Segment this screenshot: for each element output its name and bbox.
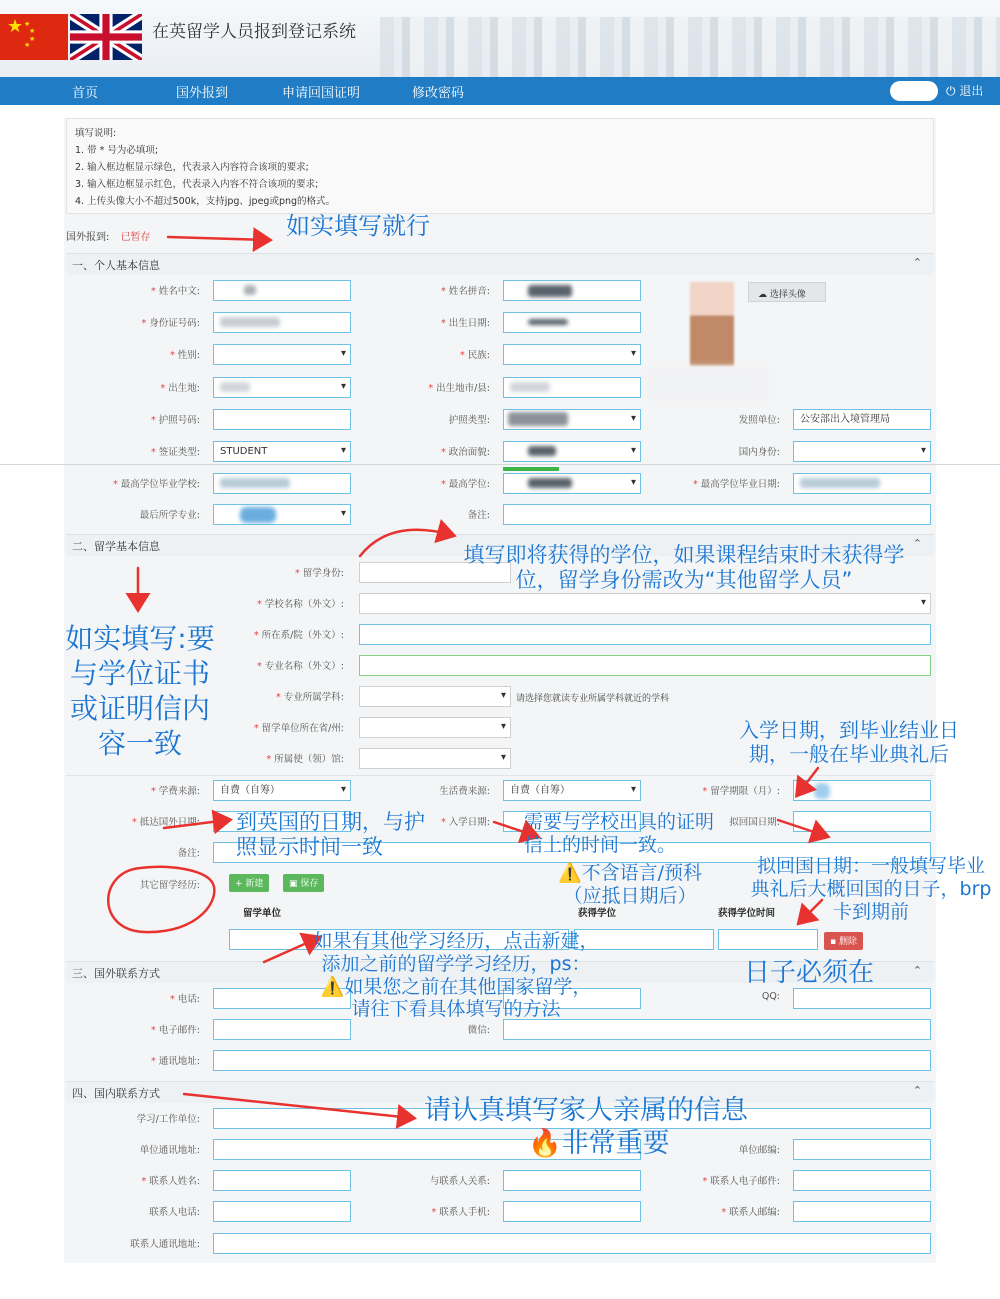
phone-label: * 电话: bbox=[170, 994, 200, 1005]
work-unit-label: 学习/工作单位: bbox=[136, 1114, 200, 1125]
contact-postcode-label: * 联系人邮编: bbox=[721, 1207, 780, 1218]
birthplace-label: * 出生地: bbox=[160, 383, 200, 394]
tuition-source-select[interactable]: 自费（自筹） ▾ bbox=[213, 780, 351, 801]
contact-address-input[interactable] bbox=[213, 1233, 931, 1254]
passport-no-label: * 护照号码: bbox=[151, 415, 200, 426]
nav-return-certificate[interactable]: 申请回国证明 bbox=[282, 86, 361, 101]
birth-date-input[interactable] bbox=[503, 312, 641, 333]
tuition-source-label: * 学费来源: bbox=[151, 786, 200, 797]
passport-type-select[interactable] bbox=[503, 409, 641, 430]
instruction-line: 2. 输入框边框显示绿色，代表录入内容符合该项的要求; bbox=[75, 162, 309, 173]
collapse-icon[interactable]: ⌃ bbox=[912, 964, 922, 977]
collapse-icon[interactable]: ⌃ bbox=[912, 256, 922, 269]
domestic-identity-select[interactable] bbox=[793, 441, 931, 462]
return-date-input[interactable] bbox=[793, 811, 931, 832]
birth-date-label: * 出生日期: bbox=[441, 318, 490, 329]
grad-school-input[interactable] bbox=[213, 473, 351, 494]
china-flag-icon: ★ ★ ★ ★ ★ bbox=[0, 14, 68, 60]
major-category-select[interactable] bbox=[359, 686, 511, 707]
annotation-consistent: 如实填写:要与学位证书或证明信内容一致 bbox=[65, 622, 215, 760]
visa-type-select[interactable]: STUDENT ▾ bbox=[213, 441, 351, 462]
table-header-degree-date: 获得学位时间 bbox=[718, 908, 776, 919]
issuer-label: 发照单位: bbox=[738, 415, 780, 426]
major-category-hint: 请选择您就读专业所属学科就近的学科 bbox=[516, 694, 670, 704]
city-skyline-banner bbox=[380, 17, 1000, 77]
study-identity-label: * 留学身份: bbox=[295, 568, 344, 579]
plus-icon: + bbox=[235, 879, 243, 889]
living-source-select[interactable]: 自费（自筹） ▾ bbox=[503, 780, 641, 801]
ethnicity-select[interactable] bbox=[503, 344, 641, 365]
contact-email-input[interactable] bbox=[793, 1170, 931, 1191]
study-period-label: * 留学期限（月）: bbox=[702, 786, 780, 797]
name-cn-input[interactable] bbox=[213, 280, 351, 301]
table-header-school: 留学单位 bbox=[243, 908, 282, 919]
unit-address-label: 单位通讯地址: bbox=[139, 1145, 200, 1156]
main-nav bbox=[0, 77, 1000, 105]
highest-degree-select[interactable] bbox=[503, 473, 641, 494]
political-label: * 政治面貌: bbox=[441, 447, 490, 458]
major-name-label: * 专业名称（外文）: bbox=[257, 661, 344, 672]
nav-change-password[interactable]: 修改密码 bbox=[412, 86, 465, 101]
upload-avatar-button[interactable]: ☁ 选择头像 bbox=[748, 282, 826, 302]
contact-address-label: 联系人通讯地址: bbox=[130, 1239, 200, 1250]
app-header bbox=[0, 0, 1000, 77]
contact-name-input[interactable] bbox=[213, 1170, 351, 1191]
contact-email-label: * 联系人电子邮件: bbox=[702, 1176, 780, 1187]
ethnicity-label: * 民族: bbox=[460, 350, 490, 361]
trash-icon: ▪ bbox=[830, 937, 837, 947]
instruction-line: 1. 带 * 号为必填项; bbox=[75, 145, 159, 156]
personal-remarks-input[interactable] bbox=[503, 504, 931, 525]
contact-mobile-label: * 联系人手机: bbox=[431, 1207, 490, 1218]
entry-date-label: * 入学日期: bbox=[441, 817, 490, 828]
school-name-label: * 学校名称（外文）: bbox=[257, 599, 344, 610]
other-experience-label: 其它留学经历: bbox=[139, 880, 200, 891]
annotation-must-be: 日子必须在 bbox=[744, 958, 875, 988]
contact-phone-input[interactable] bbox=[213, 1201, 351, 1222]
annotation-truthful: 如实填写就行 bbox=[286, 212, 430, 240]
valid-indicator bbox=[503, 467, 559, 471]
wechat-input[interactable] bbox=[503, 1019, 931, 1040]
save-experience-button[interactable]: ▣ 保存 bbox=[283, 874, 324, 892]
cloud-upload-icon: ☁ bbox=[758, 290, 767, 300]
address-input[interactable] bbox=[213, 1050, 931, 1071]
last-major-select[interactable] bbox=[213, 504, 351, 525]
contact-name-label: * 联系人姓名: bbox=[141, 1176, 200, 1187]
embassy-label: * 所属使（领）馆: bbox=[266, 754, 344, 765]
annotation-no-language: ⚠️不含语言/预科（应抵日期后） bbox=[557, 862, 703, 907]
department-input[interactable] bbox=[359, 624, 931, 645]
collapse-icon[interactable]: ⌃ bbox=[912, 1084, 922, 1097]
avatar-shadow bbox=[648, 366, 768, 402]
highest-degree-label: * 最高学位: bbox=[441, 479, 490, 490]
grad-date-label: * 最高学位毕业日期: bbox=[693, 479, 780, 490]
new-experience-button[interactable]: + 新建 bbox=[229, 874, 269, 892]
grad-date-input[interactable] bbox=[793, 473, 931, 494]
collapse-icon[interactable]: ⌃ bbox=[912, 537, 922, 550]
passport-type-label: 护照类型: bbox=[448, 415, 490, 426]
annotation-return-date: 拟回国日期：一般填写毕业典礼后大概回国的日子，brp卡到期前 bbox=[750, 855, 992, 923]
nav-home[interactable]: 首页 bbox=[72, 86, 99, 101]
grad-school-label: * 最高学位毕业学校: bbox=[113, 479, 200, 490]
embassy-select[interactable] bbox=[359, 748, 511, 769]
annotation-arrival: 到英国的日期，与护照显示时间一致 bbox=[236, 810, 425, 860]
power-icon: ⏻ bbox=[946, 84, 956, 98]
nav-overseas-report[interactable]: 国外报到 bbox=[176, 86, 229, 101]
contact-phone-label: 联系人电话: bbox=[149, 1207, 200, 1218]
section-foreign-contact-header[interactable]: 三、国外联系方式 ⌃ bbox=[66, 961, 934, 983]
logout-button[interactable]: ⏻ 退出 bbox=[946, 84, 984, 98]
user-avatar[interactable] bbox=[890, 81, 938, 101]
birthplace-select[interactable] bbox=[213, 377, 351, 398]
arrival-date-label: * 抵达国外日期: bbox=[132, 817, 200, 828]
living-source-label: 生活费来源: bbox=[439, 786, 490, 797]
personal-remarks-label: 备注: bbox=[467, 510, 490, 521]
email-input[interactable] bbox=[213, 1019, 351, 1040]
political-select[interactable] bbox=[503, 441, 641, 462]
birth-city-label: * 出生地市/县: bbox=[428, 383, 490, 394]
annotation-school-cert: 需要与学校出具的证明信上的时间一致。 bbox=[524, 811, 715, 856]
birth-city-input[interactable] bbox=[503, 377, 641, 398]
id-number-input[interactable] bbox=[213, 312, 351, 333]
unit-postcode-label: 单位邮编: bbox=[738, 1145, 780, 1156]
section-personal-header[interactable]: 一、个人基本信息 ⌃ bbox=[66, 253, 934, 275]
report-status: 国外报到: 已暂存 bbox=[66, 232, 151, 243]
uk-flag-icon bbox=[70, 14, 142, 60]
visa-type-label: * 签证类型: bbox=[151, 447, 200, 458]
study-remarks-label: 备注: bbox=[177, 848, 200, 859]
annotation-family: 请认真填写家人亲属的信息 bbox=[424, 1095, 748, 1126]
section-domestic-contact-header[interactable]: 四、国内联系方式 ⌃ bbox=[66, 1081, 934, 1103]
unit-postcode-input[interactable] bbox=[793, 1139, 931, 1160]
annotation-degree-note: 填写即将获得的学位，如果课程结束时未获得学位，留学身份需改为“其他留学人员” bbox=[463, 543, 905, 593]
instructions-box bbox=[66, 118, 934, 214]
delete-experience-button[interactable]: ▪ 删除 bbox=[824, 932, 863, 950]
table-header-degree: 获得学位 bbox=[578, 908, 617, 919]
province-state-select[interactable] bbox=[359, 717, 511, 738]
name-cn-label: * 姓名中文: bbox=[151, 286, 200, 297]
gender-label: * 性别: bbox=[170, 350, 200, 361]
id-number-label: * 身份证号码: bbox=[141, 318, 200, 329]
annotation-other-experience: 如果有其他学习经历，点击新建，添加之前的留学学习经历，ps：⚠️如果您之前在其他国家留学，请往下看具体填写的方法 bbox=[313, 930, 599, 1021]
address-label: * 通讯地址: bbox=[151, 1056, 200, 1067]
department-label: * 所在系/院（外文）: bbox=[253, 630, 344, 641]
instruction-line: 4. 上传头像大小不超过500k，支持jpg、jpeg或png的格式。 bbox=[75, 196, 336, 207]
contact-postcode-input[interactable] bbox=[793, 1201, 931, 1222]
gender-select[interactable] bbox=[213, 344, 351, 365]
experience-date-input[interactable] bbox=[718, 929, 818, 950]
relation-input[interactable] bbox=[503, 1170, 641, 1191]
annotation-important: 🔥非常重要 bbox=[528, 1128, 670, 1159]
relation-label: 与联系人关系: bbox=[429, 1176, 490, 1187]
province-state-label: * 留学单位所在省/州: bbox=[253, 723, 344, 734]
save-icon: ▣ bbox=[289, 879, 298, 889]
major-name-input[interactable] bbox=[359, 655, 931, 676]
school-name-select[interactable] bbox=[359, 593, 931, 614]
last-major-label: 最后所学专业: bbox=[139, 510, 200, 521]
study-period-input[interactable] bbox=[793, 780, 931, 801]
system-title: 在英留学人员报到登记系统 bbox=[152, 22, 356, 42]
status-badge: 已暂存 bbox=[120, 232, 151, 243]
return-date-label: 拟回国日期: bbox=[729, 817, 780, 828]
annotation-entry-grad: 入学日期，到毕业结业日期，一般在毕业典礼后 bbox=[739, 718, 959, 766]
issuer-input[interactable]: 公安部出入境管理局 bbox=[793, 409, 931, 430]
passport-no-input[interactable] bbox=[213, 409, 351, 430]
page-crease bbox=[0, 464, 1000, 465]
name-pinyin-label: * 姓名拼音: bbox=[441, 286, 490, 297]
section-study-header[interactable]: 二、留学基本信息 ⌃ bbox=[66, 534, 934, 556]
domestic-identity-label: 国内身份: bbox=[738, 447, 780, 458]
qq-input[interactable] bbox=[793, 988, 931, 1009]
instruction-line: 3. 输入框边框显示红色，代表录入内容不符合该项的要求; bbox=[75, 179, 319, 190]
wechat-label: 微信: bbox=[467, 1025, 490, 1036]
email-label: * 电子邮件: bbox=[151, 1025, 200, 1036]
instructions-heading: 填写说明: bbox=[75, 128, 117, 139]
name-pinyin-input[interactable] bbox=[503, 280, 641, 301]
qq-label: QQ: bbox=[761, 991, 780, 1002]
major-category-label: * 专业所属学科: bbox=[276, 692, 344, 703]
row-divider bbox=[66, 775, 934, 776]
avatar-preview bbox=[690, 282, 734, 366]
contact-mobile-input[interactable] bbox=[503, 1201, 641, 1222]
